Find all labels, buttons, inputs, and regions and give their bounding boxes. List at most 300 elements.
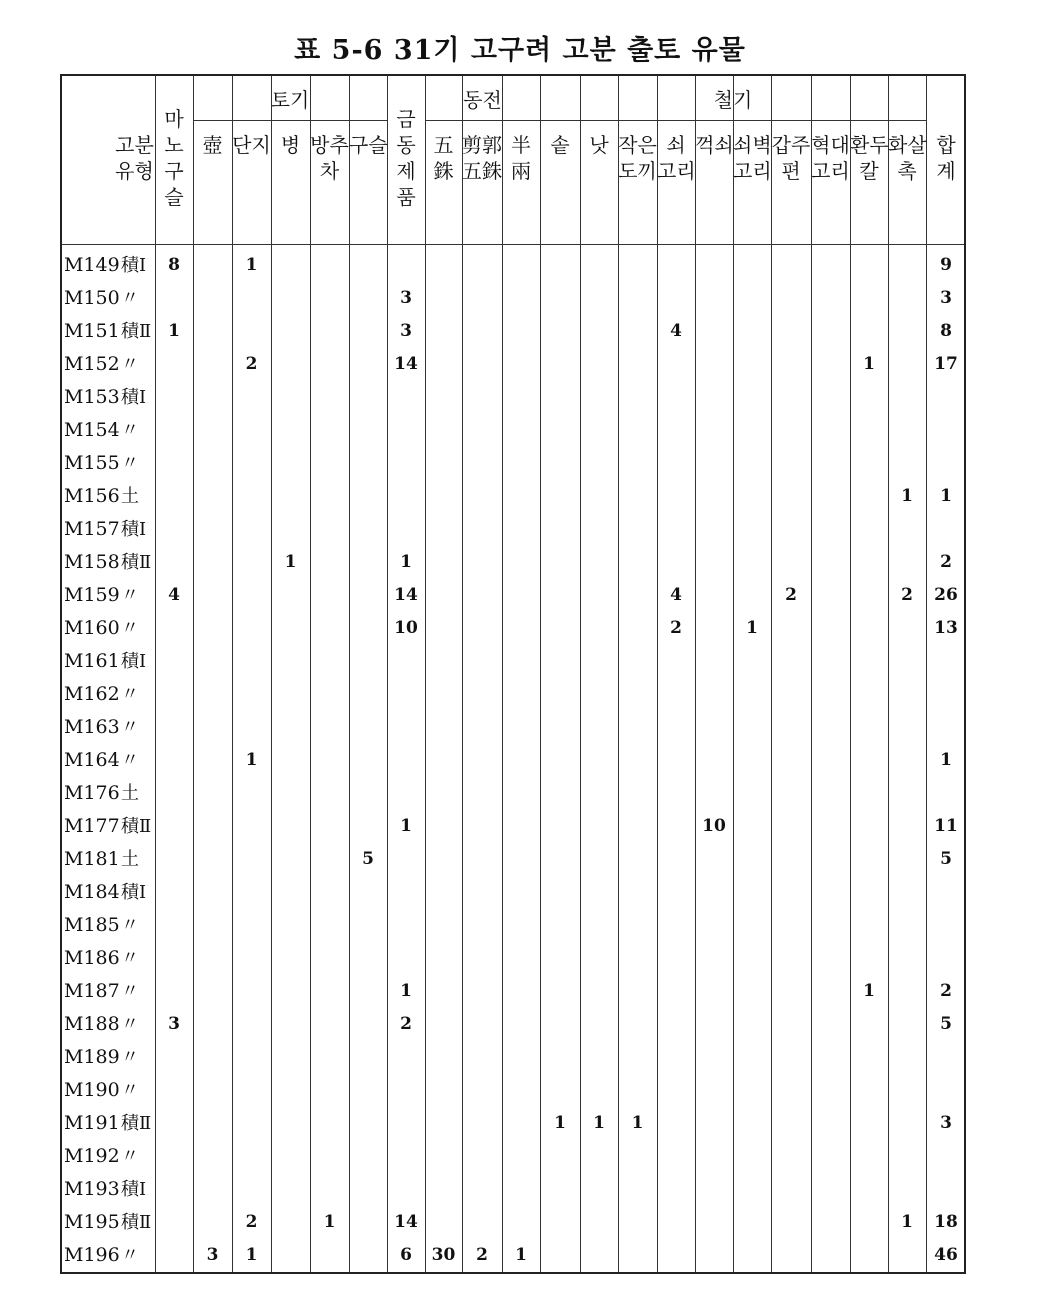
table-cell (232, 1041, 271, 1074)
table-cell (733, 1041, 771, 1074)
table-cell (771, 1074, 811, 1107)
table-cell (271, 1206, 310, 1239)
table-cell (618, 843, 657, 876)
table-cell (155, 381, 193, 414)
table-cell (387, 381, 425, 414)
table-cell (462, 711, 502, 744)
table-cell (387, 1107, 425, 1140)
table-cell (271, 876, 310, 909)
table-cell: 2 (940, 981, 952, 1001)
group-header-pottery: 토기 (270, 88, 310, 112)
table-cell (462, 1074, 502, 1107)
table-cell (155, 1041, 193, 1074)
table-cell (232, 843, 271, 876)
table-cell (850, 711, 888, 744)
table-cell (733, 942, 771, 975)
table-cell (850, 744, 888, 777)
table-cell (193, 381, 232, 414)
table-cell (657, 810, 695, 843)
table-cell (850, 447, 888, 480)
table-cell (502, 249, 540, 282)
table-cell (540, 513, 580, 546)
table-cell (926, 1140, 966, 1173)
table-cell (193, 1041, 232, 1074)
table-cell (850, 414, 888, 447)
table-cell (271, 447, 310, 480)
table-cell (310, 579, 349, 612)
table-cell (502, 1140, 540, 1173)
table-cell (462, 678, 502, 711)
table-row (62, 1107, 964, 1140)
table-cell (193, 447, 232, 480)
table-cell (502, 348, 540, 381)
table-cell (733, 975, 771, 1008)
table-cell (425, 1173, 462, 1206)
table-cell (888, 843, 926, 876)
table-cell (811, 975, 850, 1008)
table-cell (657, 282, 695, 315)
table-cell (155, 546, 193, 579)
table-row (62, 744, 964, 777)
table-cell (387, 876, 425, 909)
table-cell (271, 513, 310, 546)
table-cell (310, 1041, 349, 1074)
table-cell (271, 744, 310, 777)
table-cell (888, 1140, 926, 1173)
table-cell (771, 1107, 811, 1140)
tomb-type: 〃 (121, 1047, 139, 1068)
column-header-line: 작은 (618, 133, 657, 157)
table-cell (462, 315, 502, 348)
table-cell (888, 249, 926, 282)
group-rule (193, 120, 387, 121)
table-cell (271, 1008, 310, 1041)
table-row (62, 249, 964, 282)
table-cell (462, 249, 502, 282)
table-cell (618, 381, 657, 414)
table-cell (695, 942, 733, 975)
table-cell (349, 612, 387, 645)
table-cell (502, 711, 540, 744)
table-cell (349, 249, 387, 282)
table-cell: 2 (940, 552, 952, 572)
table-cell (811, 843, 850, 876)
table-cell (657, 1074, 695, 1107)
table-cell (271, 1107, 310, 1140)
table-cell (310, 414, 349, 447)
table-cell (657, 1173, 695, 1206)
table-cell (310, 1074, 349, 1107)
table-cell (349, 381, 387, 414)
table-cell: 1 (863, 981, 875, 1001)
tomb-id: M152 (64, 353, 120, 375)
table-cell (811, 1206, 850, 1239)
table-cell: 26 (934, 585, 958, 605)
table-cell (387, 513, 425, 546)
tomb-id: M184 (64, 881, 120, 903)
table-cell: 4 (168, 585, 180, 605)
table-cell (771, 975, 811, 1008)
table-cell (193, 744, 232, 777)
table-cell (193, 975, 232, 1008)
tomb-type: 積Ⅱ (121, 816, 152, 837)
table-cell (771, 381, 811, 414)
artifact-table (60, 74, 966, 1274)
table-cell (155, 711, 193, 744)
table-row (62, 1074, 964, 1107)
table-cell (888, 1008, 926, 1041)
table-cell (155, 1173, 193, 1206)
column-header-line: 병 (280, 133, 301, 157)
table-cell (232, 513, 271, 546)
table-cell (425, 942, 462, 975)
table-cell (193, 513, 232, 546)
table-cell (733, 711, 771, 744)
column-header-wuzhu (425, 132, 462, 184)
table-cell (580, 1206, 618, 1239)
table-cell (502, 546, 540, 579)
table-cell (733, 1140, 771, 1173)
table-cell (462, 414, 502, 447)
table-cell (733, 1206, 771, 1239)
table-cell (771, 447, 811, 480)
tomb-type: 〃 (121, 1014, 139, 1035)
table-cell (425, 975, 462, 1008)
table-cell (155, 876, 193, 909)
table-cell (811, 447, 850, 480)
table-cell: 9 (940, 255, 952, 275)
table-cell (310, 876, 349, 909)
column-header-line: 화살 (888, 133, 927, 157)
table-cell (349, 1008, 387, 1041)
table-cell: 1 (940, 750, 952, 770)
table-cell (771, 414, 811, 447)
table-cell (502, 1173, 540, 1206)
tomb-id: M193 (64, 1178, 120, 1200)
table-cell (657, 249, 695, 282)
table-cell (618, 447, 657, 480)
table-cell (811, 909, 850, 942)
tomb-type: 〃 (121, 288, 139, 309)
table-cell (232, 645, 271, 678)
table-cell (695, 1140, 733, 1173)
table-cell (540, 1173, 580, 1206)
table-cell (540, 1041, 580, 1074)
tomb-type: 積Ⅰ (121, 387, 147, 408)
table-cell (657, 348, 695, 381)
table-cell (155, 810, 193, 843)
table-cell (618, 315, 657, 348)
table-row (62, 1140, 964, 1173)
table-cell (425, 414, 462, 447)
table-cell (618, 282, 657, 315)
table-cell (771, 909, 811, 942)
table-cell (232, 1140, 271, 1173)
table-cell (387, 744, 425, 777)
table-cell (502, 744, 540, 777)
table-cell (462, 1008, 502, 1041)
table-cell (850, 909, 888, 942)
table-cell (425, 447, 462, 480)
table-cell (271, 1140, 310, 1173)
table-cell (349, 579, 387, 612)
table-cell (695, 1206, 733, 1239)
table-cell (888, 1239, 926, 1272)
table-row (62, 810, 964, 843)
column-header-nat (580, 132, 618, 158)
table-row (62, 546, 964, 579)
table-cell (232, 975, 271, 1008)
table-cell (580, 1140, 618, 1173)
column-header-line: 솥 (550, 133, 570, 157)
table-cell (850, 1008, 888, 1041)
column-header-line: 고리 (811, 159, 850, 183)
table-row (62, 711, 964, 744)
table-cell (888, 645, 926, 678)
table-cell (811, 315, 850, 348)
table-cell (618, 1173, 657, 1206)
table-cell (349, 1239, 387, 1272)
tomb-type: 積Ⅱ (121, 1113, 152, 1134)
table-cell (425, 909, 462, 942)
table-cell (387, 678, 425, 711)
table-cell: 4 (670, 321, 682, 341)
table-row (62, 1041, 964, 1074)
column-header-line: 도끼 (618, 159, 657, 183)
table-cell (310, 975, 349, 1008)
table-cell (580, 381, 618, 414)
table-cell (193, 480, 232, 513)
table-cell (926, 909, 966, 942)
table-cell (771, 645, 811, 678)
tomb-type: 〃 (121, 948, 139, 969)
table-cell: 2 (670, 618, 682, 638)
column-header-line: 노 (164, 133, 184, 157)
table-cell (811, 1239, 850, 1272)
table-cell: 1 (554, 1113, 566, 1133)
table-cell (310, 711, 349, 744)
table-cell (733, 843, 771, 876)
table-cell (695, 1107, 733, 1140)
column-header-line: 壺 (202, 133, 223, 157)
table-cell (155, 678, 193, 711)
table-cell (540, 348, 580, 381)
table-cell (695, 1008, 733, 1041)
tomb-type: 積Ⅰ (121, 882, 147, 903)
table-cell (695, 381, 733, 414)
table-cell (155, 843, 193, 876)
tomb-type: 〃 (121, 453, 139, 474)
table-cell (771, 810, 811, 843)
table-cell (657, 711, 695, 744)
table-cell: 10 (702, 816, 726, 836)
tomb-type: 〃 (121, 981, 139, 1002)
table-cell (462, 381, 502, 414)
table-cell (349, 1140, 387, 1173)
table-cell (349, 513, 387, 546)
table-cell (310, 1008, 349, 1041)
table-cell (618, 249, 657, 282)
table-cell (618, 414, 657, 447)
table-cell (193, 315, 232, 348)
table-cell (462, 1140, 502, 1173)
table-cell (271, 777, 310, 810)
table-cell (271, 381, 310, 414)
table-cell (271, 942, 310, 975)
tomb-id: M150 (64, 287, 120, 309)
column-header-line: 환두 (850, 133, 889, 157)
table-cell (888, 1173, 926, 1206)
table-row (62, 843, 964, 876)
table-cell (580, 546, 618, 579)
table-cell (425, 678, 462, 711)
table-cell (502, 579, 540, 612)
table-cell (540, 282, 580, 315)
table-cell (425, 1008, 462, 1041)
column-header-byeong (271, 132, 310, 158)
table-cell (811, 513, 850, 546)
table-cell: 2 (245, 354, 258, 374)
tomb-type: 〃 (121, 684, 139, 705)
column-header-line: 혁대 (811, 133, 850, 157)
table-cell (462, 744, 502, 777)
column-header-belt_ring (811, 132, 850, 184)
column-header-line: 兩 (511, 159, 531, 183)
table-cell (462, 447, 502, 480)
table-cell: 1 (400, 552, 412, 572)
table-cell (771, 1239, 811, 1272)
table-cell (310, 909, 349, 942)
table-cell (657, 447, 695, 480)
column-header-hu (193, 132, 232, 158)
table-cell (425, 1107, 462, 1140)
table-cell (888, 546, 926, 579)
table-cell (657, 546, 695, 579)
table-cell (502, 909, 540, 942)
table-cell (811, 414, 850, 447)
column-header-line: 구 (164, 159, 184, 183)
table-cell (811, 1074, 850, 1107)
table-cell: 1 (245, 750, 258, 770)
table-cell (462, 579, 502, 612)
column-header-sot (540, 132, 580, 158)
table-cell (618, 546, 657, 579)
table-cell (462, 612, 502, 645)
table-cell (232, 1107, 271, 1140)
table-cell: 1 (168, 321, 180, 341)
table-cell (232, 810, 271, 843)
table-cell (349, 678, 387, 711)
tomb-id: M155 (64, 452, 120, 474)
table-cell (310, 282, 349, 315)
table-cell (462, 777, 502, 810)
table-cell: 1 (515, 1245, 527, 1265)
table-cell (462, 876, 502, 909)
table-cell (425, 744, 462, 777)
table-cell (926, 678, 966, 711)
table-cell (310, 249, 349, 282)
table-cell: 13 (934, 618, 958, 638)
table-cell (888, 711, 926, 744)
column-header-mano (155, 106, 193, 210)
table-cell (580, 513, 618, 546)
table-cell (695, 678, 733, 711)
table-cell (850, 843, 888, 876)
table-cell (540, 381, 580, 414)
table-cell (155, 1239, 193, 1272)
table-cell (811, 579, 850, 612)
tomb-id: M181 (64, 848, 120, 870)
table-cell (502, 843, 540, 876)
table-cell (462, 645, 502, 678)
table-cell (155, 645, 193, 678)
table-cell (733, 1107, 771, 1140)
tomb-id: M187 (64, 980, 120, 1002)
table-cell (349, 1041, 387, 1074)
table-cell (580, 876, 618, 909)
table-cell (310, 612, 349, 645)
table-cell (310, 777, 349, 810)
table-cell (657, 1206, 695, 1239)
table-cell: 4 (670, 585, 682, 605)
table-cell (462, 480, 502, 513)
column-header-line: 계 (936, 159, 956, 183)
table-cell (850, 942, 888, 975)
table-cell (926, 1074, 966, 1107)
table-cell (502, 1074, 540, 1107)
table-row (62, 612, 964, 645)
table-cell (695, 282, 733, 315)
table-cell (425, 876, 462, 909)
table-cell (232, 876, 271, 909)
tomb-type: 土 (121, 783, 139, 804)
table-cell (733, 447, 771, 480)
table-cell (695, 711, 733, 744)
table-cell: 5 (940, 1014, 952, 1034)
table-cell (926, 645, 966, 678)
group-header-coins: 동전 (463, 88, 502, 112)
table-cell (926, 513, 966, 546)
table-cell (462, 1107, 502, 1140)
table-cell: 2 (245, 1212, 258, 1232)
table-cell (310, 348, 349, 381)
column-header-line: 銖 (433, 159, 454, 183)
table-cell (580, 447, 618, 480)
column-header-line: 쇠 (666, 133, 686, 157)
table-cell (850, 1206, 888, 1239)
table-cell (540, 414, 580, 447)
table-cell (540, 315, 580, 348)
tomb-type: 積Ⅱ (121, 1212, 152, 1233)
table-row (62, 1206, 964, 1239)
table-cell (155, 612, 193, 645)
table-cell (771, 1041, 811, 1074)
table-cell (155, 942, 193, 975)
table-row (62, 414, 964, 447)
table-cell (193, 1206, 232, 1239)
column-header-ring_knife (850, 132, 888, 184)
table-cell (580, 645, 618, 678)
table-cell (271, 1173, 310, 1206)
table-cell: 1 (863, 354, 875, 374)
table-cell (155, 909, 193, 942)
table-cell (540, 876, 580, 909)
table-cell (193, 414, 232, 447)
table-cell (232, 480, 271, 513)
table-cell (349, 744, 387, 777)
column-header-line: 꺽쇠 (695, 133, 734, 157)
table-cell (502, 381, 540, 414)
